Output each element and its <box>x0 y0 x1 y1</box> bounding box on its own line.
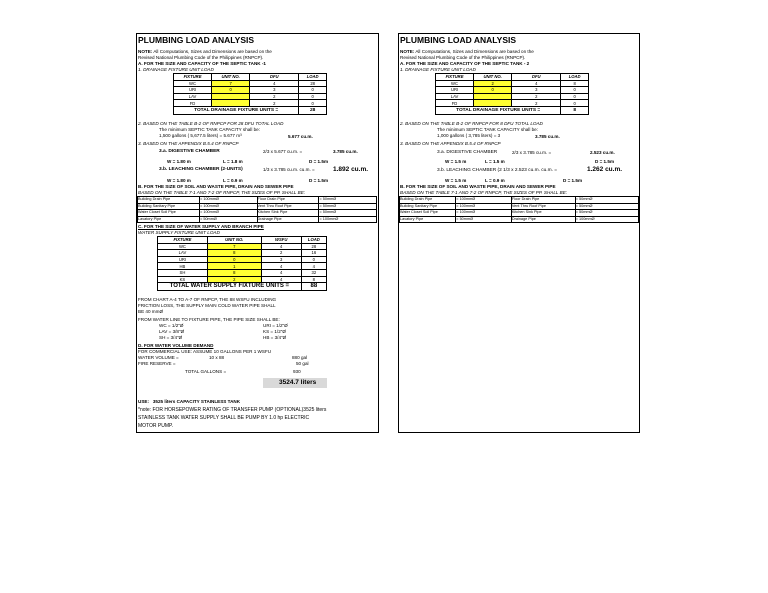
cell: Building Sanitary Pipe <box>138 203 200 210</box>
leaching-chamber-label: 3.b. LEACHING CHAMBER (2 1/3 x 2.523 cu.m. cu.m. = <box>437 168 558 173</box>
table-row <box>174 80 327 87</box>
cell: = 100mmØ <box>456 203 512 210</box>
digestive-length: L = 1.5 m <box>485 159 505 164</box>
min-capacity-value: 3.785 cu.m. <box>535 134 560 139</box>
fire-reserve-label: FIRE RESERVE = <box>138 361 176 366</box>
unit-input-cell[interactable]: 7 <box>212 80 250 87</box>
note-2-line-2: STAINLESS TANK WATER SUPPLY SHALL BE PUMP BY 1.0 hp ELECTRIC <box>138 415 310 421</box>
cell: 0 <box>299 87 327 94</box>
cell: = 50mmØ <box>575 210 638 217</box>
cell: LAV <box>436 93 474 100</box>
unit-input-cell[interactable]: 7 <box>207 243 261 250</box>
cell: Water Closet Soil Pipe <box>138 210 200 217</box>
table-row <box>158 250 327 257</box>
dfu-header-row <box>174 74 327 81</box>
dfu-table <box>173 73 327 115</box>
cell: Floor Drain Pipe <box>511 197 575 204</box>
cell: 4 <box>261 243 301 250</box>
cell: Building Sanitary Pipe <box>400 203 456 210</box>
cell: 28 <box>299 80 327 87</box>
unit-input-cell[interactable] <box>474 100 512 107</box>
cell: KS <box>158 276 208 283</box>
fixture-pipe-ks: KS = 1/2"Ø <box>263 329 286 334</box>
table-row <box>436 100 589 107</box>
table-row <box>158 276 327 283</box>
cell: = 50mmØ <box>319 203 377 210</box>
water-volume-label: WATER VOLUME = <box>138 355 179 360</box>
cell: 2 <box>512 93 561 100</box>
fixture-pipe-wc: WC = 1/2"Ø <box>159 323 184 328</box>
cell: 0 <box>561 100 589 107</box>
dfu-total-label: TOTAL DRAINAGE FIXTURE UNITS = <box>174 106 299 114</box>
cell: 3 <box>261 256 301 263</box>
digestive-calc: 2/3 x 3.785 cu.m. = <box>512 150 552 155</box>
wsfu-table <box>157 236 327 291</box>
cell: 4 <box>250 80 299 87</box>
cell: Drainage Pipe <box>257 216 319 223</box>
item-2-text: 2. BASED ON THE TABLE B-2 OF RNPCP FOR 8 DFU TOTAL LOAD <box>400 121 543 126</box>
header-unit-no: UNIT NO. <box>212 74 250 81</box>
unit-input-cell[interactable]: 2 <box>207 276 261 283</box>
unit-input-cell[interactable]: 0 <box>474 87 512 94</box>
leaching-length: L = 0.9 m <box>223 178 243 183</box>
section-a-heading: A. FOR THE SIZE AND CAPACITY OF THE SEPTIC TANK - 2 <box>400 61 530 66</box>
header-dfu: DFU <box>250 74 299 81</box>
total-gallons-value: 930 <box>293 369 301 374</box>
cell: 28 <box>301 243 326 250</box>
table-row <box>138 216 377 223</box>
note-line-1: NOTE: All Computations, Sizes and Dimensions are based on the <box>138 49 272 54</box>
min-capacity-text: The minimum SEPTIC TANK CAPACITY shall be: <box>159 127 261 132</box>
min-capacity-calc: 1,500 gallons ( 5,677.5 liters) = 5.677 m³ <box>159 133 242 138</box>
header-fixture: FIXTURE <box>174 74 212 81</box>
digestive-width: W = 1.80 m <box>167 159 191 164</box>
section-b-subtitle: BASED ON THE TABLE 7-1 AND 7-2 OF RNPCP, THE SIZES OF PP. SHALL BE: <box>138 190 306 195</box>
cell: = 50mmØ <box>456 216 512 223</box>
use-line: USE: 3525 liters CAPACITY STAINLESS TANK <box>138 399 241 404</box>
table-row <box>174 87 327 94</box>
wsfu-total-row <box>158 283 327 291</box>
cell: = 100mmØ <box>200 203 257 210</box>
note-line-2: Revised National Plumbing Code of the Philippines (RNPCP). <box>138 55 264 60</box>
header-load: LOAD <box>301 237 326 244</box>
fire-reserve-value: 50 gal <box>296 361 309 366</box>
fixture-pipe-uri: URI = 1/2"Ø <box>263 323 288 328</box>
note-2-line-3: MOTOR PUMP. <box>138 423 174 429</box>
dfu-total-row <box>174 106 327 114</box>
digestive-depth: D = 1.5m <box>309 159 329 164</box>
cell: Kitchen Sink Pipe <box>511 210 575 217</box>
header-fixture: FIXTURE <box>158 237 208 244</box>
cell: = 50mmØ <box>200 216 257 223</box>
cell: = 100mmØ <box>319 216 377 223</box>
cell: 4 <box>261 269 301 276</box>
unit-input-cell[interactable]: 0 <box>212 87 250 94</box>
digestive-chamber-label: 3.a. DIGESTIVE CHAMBER <box>159 149 220 154</box>
unit-input-cell[interactable]: 2 <box>474 80 512 87</box>
cell: Water Closet Soil Pipe <box>400 210 456 217</box>
wsfu-total-value: 88 <box>301 283 326 291</box>
cell: 4 <box>261 263 301 270</box>
table-row <box>436 80 589 87</box>
cell: Floor Drain Pipe <box>257 197 319 204</box>
cell: = 100mmØ <box>575 216 638 223</box>
cell: LAV <box>174 93 212 100</box>
cell: 8 <box>301 276 326 283</box>
cell: Vent Thru Roof Pipe <box>257 203 319 210</box>
table-row <box>436 93 589 100</box>
cell: = 50mmØ <box>319 210 377 217</box>
cell: Drainage Pipe <box>511 216 575 223</box>
water-volume-value: 880 gal <box>292 355 308 360</box>
table-row <box>174 93 327 100</box>
cell: HB <box>158 263 208 270</box>
leaching-depth: D = 1.5m <box>563 178 583 183</box>
cell: 0 <box>561 87 589 94</box>
chart-line-3: BE 40 mmØ <box>138 309 164 314</box>
plumbing-sheet-2 <box>398 33 640 433</box>
section-b-heading: B. FOR THE SIZE OF SOIL AND WASTE PIPE, DRAIN AND SEWER PIPE <box>400 184 556 189</box>
total-gallons-label: TOTAL GALLONS = <box>185 369 227 374</box>
item-3-text: 3. BASED ON THE APPENDIX B.5.4 OF RNPCP <box>138 141 239 146</box>
cell: 4 <box>301 263 326 270</box>
cell: URI <box>174 87 212 94</box>
table-row <box>436 87 589 94</box>
cell: WC <box>174 80 212 87</box>
wsfu-subtitle: WATER SUPPLY FIXTURE UNIT LOAD <box>138 230 220 235</box>
leaching-chamber-label: 3.b. LEACHING CHAMBER (2-UNITS) <box>159 167 243 172</box>
note-line-2: Revised National Plumbing Code of the Philippines (RNPCP). <box>400 55 526 60</box>
cell: Vent Thru Roof Pipe <box>511 203 575 210</box>
wsfu-total-label: TOTAL WATER SUPPLY FIXTURE UNITS = <box>158 283 302 291</box>
chart-line-2: FRICTION LOSS, THE SUPPLY MAIN COLD WATER PIPE SHALL <box>138 303 276 308</box>
cell: Building Drain Pipe <box>138 197 200 204</box>
dfu-subtitle: 1. DRAINAGE FIXTURE UNIT LOAD <box>138 67 214 72</box>
unit-input-cell[interactable]: 8 <box>207 269 261 276</box>
liters-value: 3524.7 liters <box>279 379 317 386</box>
fixture-pipe-sh: SH = 3/4"Ø <box>159 335 183 340</box>
header-load: LOAD <box>299 74 327 81</box>
digestive-length: L = 1.8 m <box>223 159 243 164</box>
wsfu-header-row <box>158 237 327 244</box>
min-capacity-calc: 1,000 gallons ( 3,785 liters) = 3 <box>437 133 501 138</box>
cell: 0 <box>561 93 589 100</box>
table-row <box>158 243 327 250</box>
cell: 32 <box>301 269 326 276</box>
digestive-calc: 2/3 x 5.677 cu.m. = <box>263 149 303 154</box>
item-3-text: 3. BASED ON THE APPENDIX B.5.4 OF RNPCP <box>400 141 501 146</box>
leaching-value: 1.262 cu.m. <box>587 166 623 173</box>
table-row <box>158 256 327 263</box>
cell: 3 <box>512 87 561 94</box>
cell: 2 <box>250 93 299 100</box>
cell: 2 <box>261 250 301 257</box>
fixture-pipe-lav: LAV = 3/8"Ø <box>159 329 185 334</box>
table-row <box>174 100 327 107</box>
cell: = 100mmØ <box>456 197 512 204</box>
digestive-value: 3.785 cu.m. <box>333 149 358 154</box>
plumbing-sheet-1 <box>136 33 379 433</box>
header-wsfu: WSFU <box>261 237 301 244</box>
cell: 2 <box>250 100 299 107</box>
section-a-heading: A. FOR THE SIZE AND CAPACITY OF THE SEPTIC TANK -1 <box>138 61 266 66</box>
water-volume-calc: 10 x 88 <box>209 355 225 360</box>
cell: FD <box>174 100 212 107</box>
fixture-pipe-line: FROM WATER LINE TO FIXTURE PIPE, THE PIPE SIZE SHALL BE: <box>138 317 280 322</box>
commercial-use-text: FOR COMMERCIAL USE: ASSUME 10 GALLONS PER 1 WSFU <box>138 349 272 354</box>
cell: LAV <box>158 250 208 257</box>
dfu-table <box>435 73 589 115</box>
header-unit-no: UNIT NO. <box>474 74 512 81</box>
sheet-title: PLUMBING LOAD ANALYSIS <box>400 35 517 45</box>
note-2-line-1: *note: FOR HORSEPOWER RATING OF TRANSFER PUMP (OPTIONAL)3525 liters <box>138 407 327 413</box>
unit-input-cell[interactable]: 1 <box>207 263 261 270</box>
leaching-value: 1.892 cu.m. <box>333 166 369 173</box>
header-fixture: FIXTURE <box>436 74 474 81</box>
cell: 4 <box>261 276 301 283</box>
digestive-chamber-label: 3.a. DIGESTIVE CHAMBER <box>437 150 498 155</box>
cell: Lavatory Pipe <box>400 216 456 223</box>
chart-line-1: FROM CHART A-4 TO A-7 OF RNPCP, THE 88 WSFU INCLUDING <box>138 297 277 302</box>
leaching-width: W = 1.80 m <box>167 178 191 183</box>
cell: = 100mmØ <box>200 197 257 204</box>
cell: SH <box>158 269 208 276</box>
cell: URI <box>436 87 474 94</box>
leaching-calc: 1/3 x 3.785 cu.m. cu.m. = <box>263 167 315 172</box>
unit-input-cell[interactable]: 0 <box>207 256 261 263</box>
cell: 0 <box>299 100 327 107</box>
cell: Lavatory Pipe <box>138 216 200 223</box>
section-d-heading: D. FOR WATER VOLUME DEMAND <box>138 343 214 348</box>
digestive-width: W = 1.5 m <box>445 159 467 164</box>
cell: URI <box>158 256 208 263</box>
note-line-1: NOTE: All Computations, Sizes and Dimensions are based on the <box>400 49 534 54</box>
header-load: LOAD <box>561 74 589 81</box>
cell: Building Drain Pipe <box>400 197 456 204</box>
unit-input-cell[interactable] <box>474 93 512 100</box>
cell: = 50mmØ <box>319 197 377 204</box>
cell: WC <box>436 80 474 87</box>
pipe-size-table <box>137 196 377 223</box>
cell: FD <box>436 100 474 107</box>
dfu-total-value: 8 <box>561 106 589 114</box>
cell: 2 <box>512 100 561 107</box>
cell: = 50mmØ <box>575 197 638 204</box>
min-capacity-text: The minimum SEPTIC TANK CAPACITY shall be: <box>437 127 539 132</box>
cell: 0 <box>301 256 326 263</box>
cell: 8 <box>561 80 589 87</box>
dfu-header-row <box>436 74 589 81</box>
cell: 4 <box>512 80 561 87</box>
min-capacity-value: 5.677 cu.m. <box>288 134 313 139</box>
leaching-length: L = 0.9 m <box>485 178 505 183</box>
cell: Kitchen Sink Pipe <box>257 210 319 217</box>
item-2-text: 2. BASED ON THE TABLE B-2 OF RNPCP FOR 28 DFU TOTAL LOAD <box>138 121 284 126</box>
cell: = 50mmØ <box>575 203 638 210</box>
leaching-width: W = 1.5 m <box>445 178 467 183</box>
pipe-size-table <box>399 196 639 223</box>
dfu-total-label: TOTAL DRAINAGE FIXTURE UNITS = <box>436 106 561 114</box>
leaching-depth: D = 1.5m <box>309 178 329 183</box>
cell: = 100mmØ <box>200 210 257 217</box>
sheet-title: PLUMBING LOAD ANALYSIS <box>138 35 255 45</box>
dfu-subtitle: 1. DRAINAGE FIXTURE UNIT LOAD <box>400 67 476 72</box>
table-row <box>400 216 639 223</box>
section-c-heading: C. FOR THE SIZE OF WATER SUPPLY AND BRANCH PIPE <box>138 224 264 229</box>
cell: = 100mmØ <box>456 210 512 217</box>
dfu-total-value: 28 <box>299 106 327 114</box>
cell: 3 <box>250 87 299 94</box>
dfu-total-row <box>436 106 589 114</box>
table-row <box>158 263 327 270</box>
section-b-subtitle: BASED ON THE TABLE 7-1 AND 7-2 OF RNPCP, THE SIZES OF PP. SHALL BE: <box>400 190 568 195</box>
table-row <box>158 269 327 276</box>
cell: WC <box>158 243 208 250</box>
digestive-depth: D = 1.5m <box>595 159 615 164</box>
digestive-value: 2.523 cu.m. <box>590 150 615 155</box>
header-dfu: DFU <box>512 74 561 81</box>
header-unit-no: UNIT NO. <box>207 237 261 244</box>
section-b-heading: B. FOR THE SIZE OF SOIL AND WASTE PIPE, DRAIN AND SEWER PIPE <box>138 184 294 189</box>
unit-input-cell[interactable] <box>212 100 250 107</box>
unit-input-cell[interactable]: 8 <box>207 250 261 257</box>
cell: 16 <box>301 250 326 257</box>
unit-input-cell[interactable] <box>212 93 250 100</box>
fixture-pipe-hb: HB = 3/4"Ø <box>263 335 287 340</box>
cell: 0 <box>299 93 327 100</box>
